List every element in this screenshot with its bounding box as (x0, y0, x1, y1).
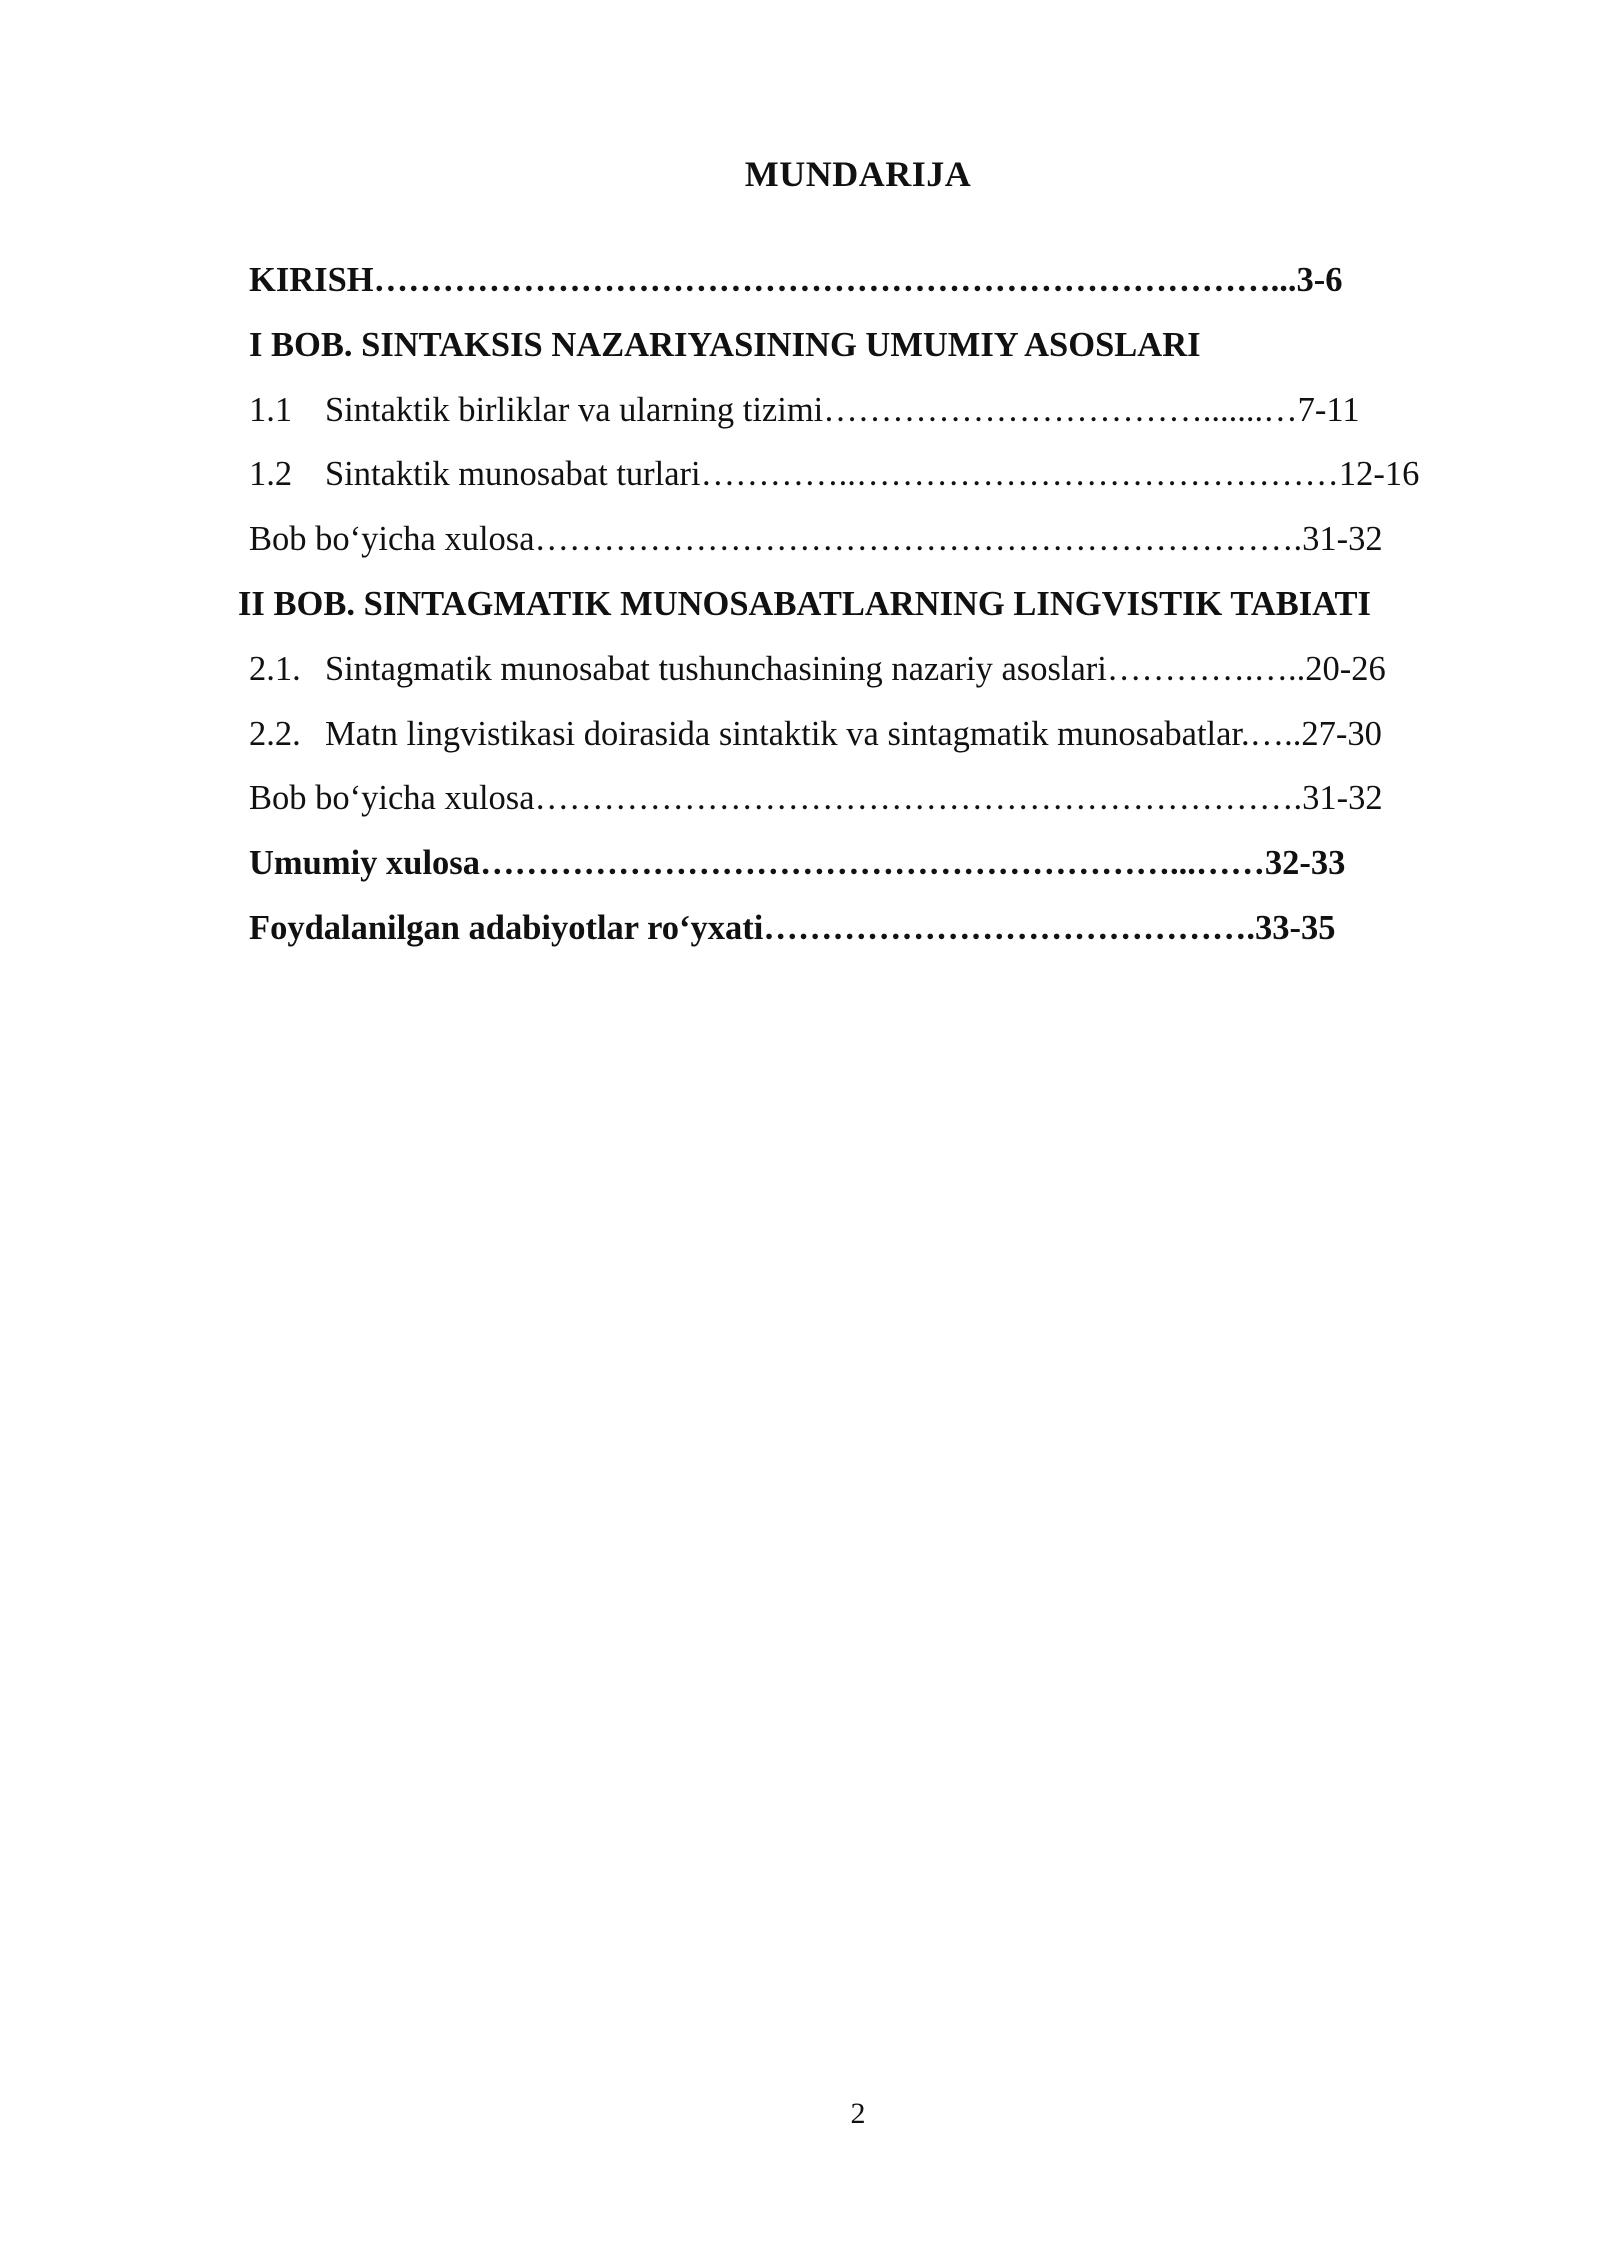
toc-entry-section-1-1 (249, 388, 1360, 432)
toc-entry-chapter-1-summary (249, 517, 1383, 561)
toc-entry-bibliography (249, 906, 1335, 950)
toc-entry-number: 1.2 (249, 455, 293, 493)
toc-entry-kirish (249, 258, 1343, 302)
toc-entry-section-2-2 (249, 712, 1382, 756)
toc-entry-text: II BOB. SINTAGMATIK MUNOSABATLARNING LINGVISTIK TABIATI (238, 585, 1371, 623)
toc-entry-text: Bob bo‘yicha xulosa………………………………………………………….31-32 (249, 520, 1383, 558)
toc-entry-chapter-2 (238, 582, 1371, 626)
toc-entry-number: 1.1 (249, 391, 293, 429)
toc-entry-conclusion (249, 841, 1345, 885)
toc-entry-text: Sintaktik munosabat turlari…………..……………………………………12-16 (325, 455, 1420, 493)
toc-entry-text: Bob bo‘yicha xulosa………………………………………………………….31-32 (249, 779, 1383, 817)
toc-entry-text: KIRISH……………………………………………………………………...3-6 (249, 261, 1343, 299)
toc-entry-section-1-2 (249, 452, 1419, 496)
toc-entry-number: 2.2. (249, 715, 301, 753)
toc-entry-text: Sintagmatik munosabat tushunchasining nazariy asoslari………….…..20-26 (325, 650, 1386, 688)
toc-entry-text: Umumiy xulosa……………………………………………………...……32-33 (249, 844, 1346, 882)
toc-title: MUNDARIJA (744, 154, 972, 194)
toc-entry-text: I BOB. SINTAKSIS NAZARIYASINING UMUMIY ASOSLARI (249, 326, 1201, 364)
toc-entry-chapter-1 (249, 323, 1201, 367)
toc-entry-section-2-1 (249, 647, 1386, 691)
toc-entry-text: Matn lingvistikasi doirasida sintaktik va sintagmatik munosabatlar.…..27-30 (325, 715, 1382, 753)
toc-entry-text: Foydalanilgan adabiyotlar ro‘yxati…………………………………….33-35 (249, 909, 1336, 947)
page-number: 2 (850, 2097, 866, 2130)
toc-entry-chapter-2-summary (249, 776, 1383, 820)
toc-entry-text: Sintaktik birliklar va ularning tizimi…………………………….......…7-11 (325, 391, 1360, 429)
toc-entry-number: 2.1. (249, 650, 301, 688)
